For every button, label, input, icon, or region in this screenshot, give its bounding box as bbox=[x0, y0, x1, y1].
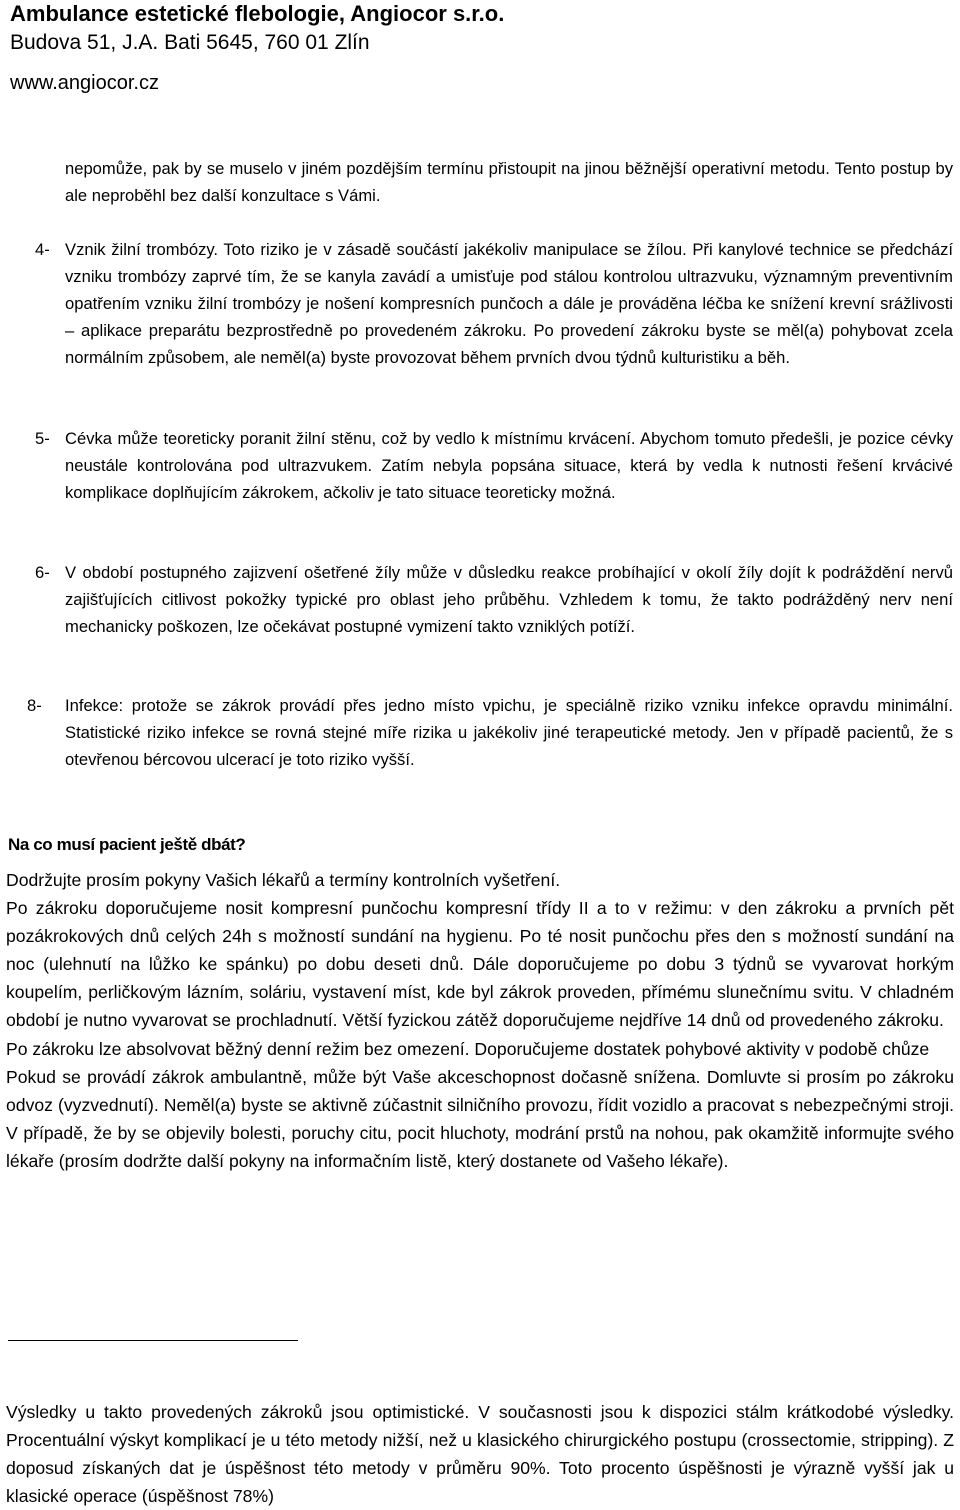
item-number: 4- bbox=[35, 240, 50, 259]
results-paragraph: Výsledky u takto provedených zákroků jsou optimistické. V současnosti jsou k dispozici stálm krátkodobé výsledky. Procentuální výskyt komplikací je u této metody nižší, než u klasického chirurgického postupu (crossectomie, stripping). Z doposud získaných dat je úspěšnost této metody v průměru 90%. Toto procento úspěšnosti je výrazně vyšší jak u klasické operace (úspěšnost 78%) bbox=[6, 1402, 954, 1506]
section-heading: Na co musí pacient ještě dbát? bbox=[8, 835, 246, 854]
risk-item-nerve-irritation: V období postupného zajizvení ošetřené žíly může v důsledku reakce probíhající v okolí žíly dojít k podráždění nervů zajišťujících citlivost pokožky typické pro oblast jeho průběhu. Vzhledem k tomu, že takto podrážděný nerv není mechanicky poškozen, lze očekávat postupné vymizení takto vzniklých potíží. bbox=[65, 563, 953, 636]
clinic-address: Budova 51, J.A. Bati 5645, 760 01 Zlín bbox=[10, 31, 370, 54]
item-number: 5- bbox=[35, 429, 50, 448]
document-header bbox=[10, 0, 504, 98]
item-number: 8- bbox=[27, 696, 42, 715]
risk-item-infection: Infekce: protože se zákrok provádí přes jedno místo vpichu, je speciálně riziko vzniku infekce opravdu minimální. Statistické riziko infekce se rovná stejné míře rizika u jakékoliv jiné terapeutické metody. Jen v případě pacientů, že s otevřenou bércovou ulcerací je toto riziko vyšší. bbox=[65, 696, 953, 769]
clinic-website[interactable]: www.angiocor.cz bbox=[10, 72, 159, 94]
patient-instructions bbox=[6, 866, 954, 1175]
continuation-paragraph: nepomůže, pak by se muselo v jiném pozdějším termínu přistoupit na jinou běžnější operativní metodu. Tento postup by ale neproběhl bez další konzultace s Vámi. bbox=[65, 159, 953, 205]
instruction-paragraph: Pokud se provádí zákrok ambulantně, může být Vaše akceschopnost dočasně snížena. Domluvte si prosím po zákroku odvoz (vyzvednutí). Neměl(a) byste se aktivně zúčastnit silničního provozu, řídit vozidlo a pracovat s nebezpečnými stroji. V případě, že by se objevily bolesti, poruchy citu, pocit hluchoty, modrání prstů na nohou, pak okamžitě informujte svého lékaře (prosím dodržte další pokyny na informačním listě, který dostanete od Vašeho lékaře). bbox=[6, 1066, 954, 1171]
section-divider bbox=[8, 1340, 298, 1341]
clinic-name: Ambulance estetické flebologie, Angiocor s.r.o. bbox=[10, 1, 505, 26]
item-number: 6- bbox=[35, 563, 50, 582]
instruction-paragraph: Dodržujte prosím pokyny Vašich lékařů a termíny kontrolních vyšetření. bbox=[6, 870, 561, 890]
risk-item-bleeding: Cévka může teoreticky poranit žilní stěnu, což by vedlo k místnímu krvácení. Abychom tomuto předešli, je pozice cévky neustále kontrolována pod ultrazvukem. Zatím nebyla popsána situace, která by vedla k nutnosti řešení krvácivé komplikace doplňujícím zákrokem, ačkoliv je tato situace teoreticky možná. bbox=[65, 429, 953, 502]
instruction-paragraph: Po zákroku lze absolvovat běžný denní režim bez omezení. Doporučujeme dostatek pohybové aktivity v podobě chůze bbox=[6, 1038, 930, 1059]
risk-item-thrombosis: Vznik žilní trombózy. Toto riziko je v zásadě součástí jakékoliv manipulace se žílou. Při kanylové technice se předchází vzniku trombózy zaprvé tím, že se kanyla zavádí a umisťuje pod stálou kontrolou ultrazvuku, významným preventivním opatřením vzniku žilní trombózy je nošení kompresních punčoch a dále je prováděna léčba ke snížení krevní srážlivosti – aplikace preparátu bezprostředně po provedeném zákroku. Po provedení zákroku byste se měl(a) pohybovat zcela normálním způsobem, ale neměl(a) byste provozovat během prvních dvou týdnů kulturistiku a běh. bbox=[65, 240, 953, 367]
instruction-paragraph: Po zákroku doporučujeme nosit kompresní punčochu kompresní třídy II a to v režimu: v den zákroku a prvních pět pozákrokových dnů celých 24h s možností sundání na hygienu. Po té nosit punčochu přes den s možností sundání na noc (ulehnutí na lůžko ke spánku) po dobu deseti dnů. Dále doporučujeme po dobu 3 týdnů se vyvarovat horkým koupelím, perličkovým lázním, soláriu, vystavení míst, kde byl zákrok proveden, přímému slunečnímu svitu. V chladném období je nutno vyvarovat se prochladnutí. Větší fyzickou zátěž doporučujeme nejdříve 14 dnů od provedeného zákroku. bbox=[6, 898, 954, 1031]
